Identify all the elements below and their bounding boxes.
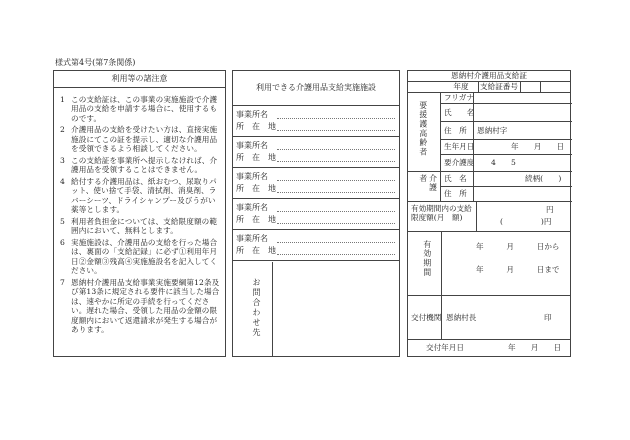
note-item bbox=[60, 177, 220, 215]
birthdate-row bbox=[441, 140, 572, 155]
note-item bbox=[60, 156, 220, 175]
note-number: 2 bbox=[60, 125, 65, 135]
care-level-row bbox=[441, 155, 572, 172]
office-name-field[interactable] bbox=[277, 180, 395, 181]
validity-to: 年 月 日まで bbox=[476, 265, 560, 274]
recipient-name-row bbox=[441, 104, 572, 122]
address-field[interactable] bbox=[277, 192, 395, 193]
address-label: 所 在 地 bbox=[236, 215, 276, 224]
address-label: 所 在 地 bbox=[236, 153, 276, 162]
office-name-label: 事業所名 bbox=[236, 141, 268, 150]
note-item bbox=[60, 95, 220, 123]
issuer-value: 恩納村長 bbox=[446, 313, 477, 322]
facility-entry bbox=[233, 137, 399, 168]
note-number: 3 bbox=[60, 155, 65, 165]
year-label: 年度 bbox=[453, 82, 469, 91]
limit-label: 有効期間内の支給限度額(月 額) bbox=[411, 204, 472, 222]
recipient-address-row bbox=[441, 122, 572, 140]
recipient-name-label: 氏 名 bbox=[444, 108, 475, 117]
limit-value-monthly: 円 bbox=[546, 205, 554, 214]
relation-label: 続柄( ) bbox=[525, 174, 562, 183]
note-number: 5 bbox=[60, 216, 65, 226]
note-number: 4 bbox=[60, 176, 65, 186]
certificate-heading: 恩納村介護用品支給証 bbox=[451, 71, 527, 80]
contact-label-box bbox=[233, 262, 273, 356]
address-field[interactable] bbox=[277, 161, 395, 162]
office-name-field[interactable] bbox=[277, 118, 395, 119]
facility-entry bbox=[233, 106, 399, 137]
caregiver-label: 介護者 bbox=[418, 174, 438, 193]
care-level-label: 要介護度 bbox=[444, 158, 475, 167]
contact-section bbox=[233, 262, 399, 356]
issue-date-row bbox=[408, 340, 570, 357]
address-label: 所 在 地 bbox=[236, 246, 276, 255]
facilities-panel bbox=[232, 70, 400, 357]
caregiver-label-box bbox=[408, 172, 441, 202]
note-text: 介護用品の支給を受けたい方は、直接実施施設にてこの証を提示し、適切な介護用品を受領できるよう相談してください。 bbox=[71, 125, 218, 154]
note-text: 給付する介護用品は、紙おむつ、尿取りパット、使い捨て手袋、清拭剤、消臭剤、ラバーシーツ、ドライシャンプー及びうがい薬等とします。 bbox=[71, 176, 217, 215]
caregiver-name-row bbox=[441, 172, 572, 187]
form-number-label: 様式第4号(第7条関係) bbox=[55, 58, 136, 67]
validity-label: 有効期間 bbox=[422, 240, 432, 278]
contact-label: お問合わせ先 bbox=[252, 278, 261, 338]
office-name-label: 事業所名 bbox=[236, 172, 268, 181]
caregiver-address-row bbox=[441, 187, 572, 202]
certificate-heading-row bbox=[408, 71, 570, 82]
office-name-field[interactable] bbox=[277, 149, 395, 150]
recipient-label-box bbox=[408, 93, 441, 172]
address-label: 所 在 地 bbox=[236, 184, 276, 193]
recipient-address-value: 恩納村字 bbox=[477, 126, 508, 135]
note-text: この支給証は、この事業の実施施設で介護用品の支給を申請する場合に、使用するものです。 bbox=[71, 95, 218, 123]
issue-date-value: 年 月 日 bbox=[508, 343, 562, 352]
certificate-panel bbox=[407, 70, 571, 357]
care-level-values: 4 5 bbox=[491, 158, 516, 167]
notes-heading: 利用等の諸注意 bbox=[54, 71, 225, 88]
note-number: 7 bbox=[60, 277, 65, 287]
birthdate-value: 年 月 日 bbox=[511, 142, 565, 151]
validity-row bbox=[408, 232, 570, 296]
address-field[interactable] bbox=[277, 130, 395, 131]
furigana-row bbox=[441, 93, 572, 104]
seal-label: 印 bbox=[544, 313, 552, 322]
issuer-row bbox=[408, 296, 570, 340]
office-name-label: 事業所名 bbox=[236, 203, 268, 212]
caregiver-address-label: 住 所 bbox=[444, 189, 467, 198]
notes-list bbox=[54, 88, 225, 335]
recipient-label: 要援護高齢者 bbox=[418, 101, 428, 157]
office-name-field[interactable] bbox=[277, 242, 395, 243]
validity-from: 年 月 日から bbox=[476, 242, 560, 251]
note-item bbox=[60, 217, 220, 236]
note-number: 1 bbox=[60, 95, 65, 104]
address-label: 所 在 地 bbox=[236, 122, 276, 131]
office-name-label: 事業所名 bbox=[236, 234, 268, 243]
usage-notes-panel bbox=[53, 70, 226, 357]
note-item bbox=[60, 125, 220, 153]
note-text: 利用者負担金については、支給限度額の範囲内において、無料とします。 bbox=[71, 216, 218, 236]
note-number: 6 bbox=[60, 237, 65, 247]
note-text: 実施施設は、介護用品の支給を行った場合は、裏面の「支給記録」に必ず①利用年月日②金額③残高④実施施設名を記入してください。 bbox=[71, 237, 218, 276]
limit-row bbox=[408, 202, 570, 232]
office-name-label: 事業所名 bbox=[236, 110, 268, 119]
facility-entry bbox=[233, 168, 399, 199]
facility-entry bbox=[233, 199, 399, 230]
year-cert-row bbox=[408, 82, 570, 93]
note-item bbox=[60, 238, 220, 276]
caregiver-name-label: 氏 名 bbox=[444, 174, 467, 183]
recipient-address-label: 住 所 bbox=[444, 126, 467, 135]
issue-date-label: 交付年月日 bbox=[426, 343, 464, 352]
address-field[interactable] bbox=[277, 223, 395, 224]
facilities-heading: 利用できる介護用品支給実施施設 bbox=[233, 71, 399, 106]
note-text: この支給証を事業所へ提示しなければ、介護用品を受領することはできません。 bbox=[71, 155, 218, 175]
cert-number-label: 支給証番号 bbox=[480, 82, 518, 91]
note-text: 恩納村介護用品支給事業実施要綱第12条及び第13条に規定される要件に該当した場合は、速やかに所定の手続を行ってください。遅れた場合、受領した用品の金額の限度額内において返還請求が発生する場合があります。 bbox=[71, 277, 220, 335]
birthdate-label: 生年月日 bbox=[444, 142, 475, 151]
issuer-label: 交付機関 bbox=[411, 313, 442, 322]
furigana-label: フリガナ bbox=[444, 93, 474, 102]
facility-entry bbox=[233, 230, 399, 261]
address-field[interactable] bbox=[277, 254, 395, 255]
limit-value-total: ( )円 bbox=[500, 217, 552, 226]
office-name-field[interactable] bbox=[277, 211, 395, 212]
note-item bbox=[60, 278, 220, 335]
